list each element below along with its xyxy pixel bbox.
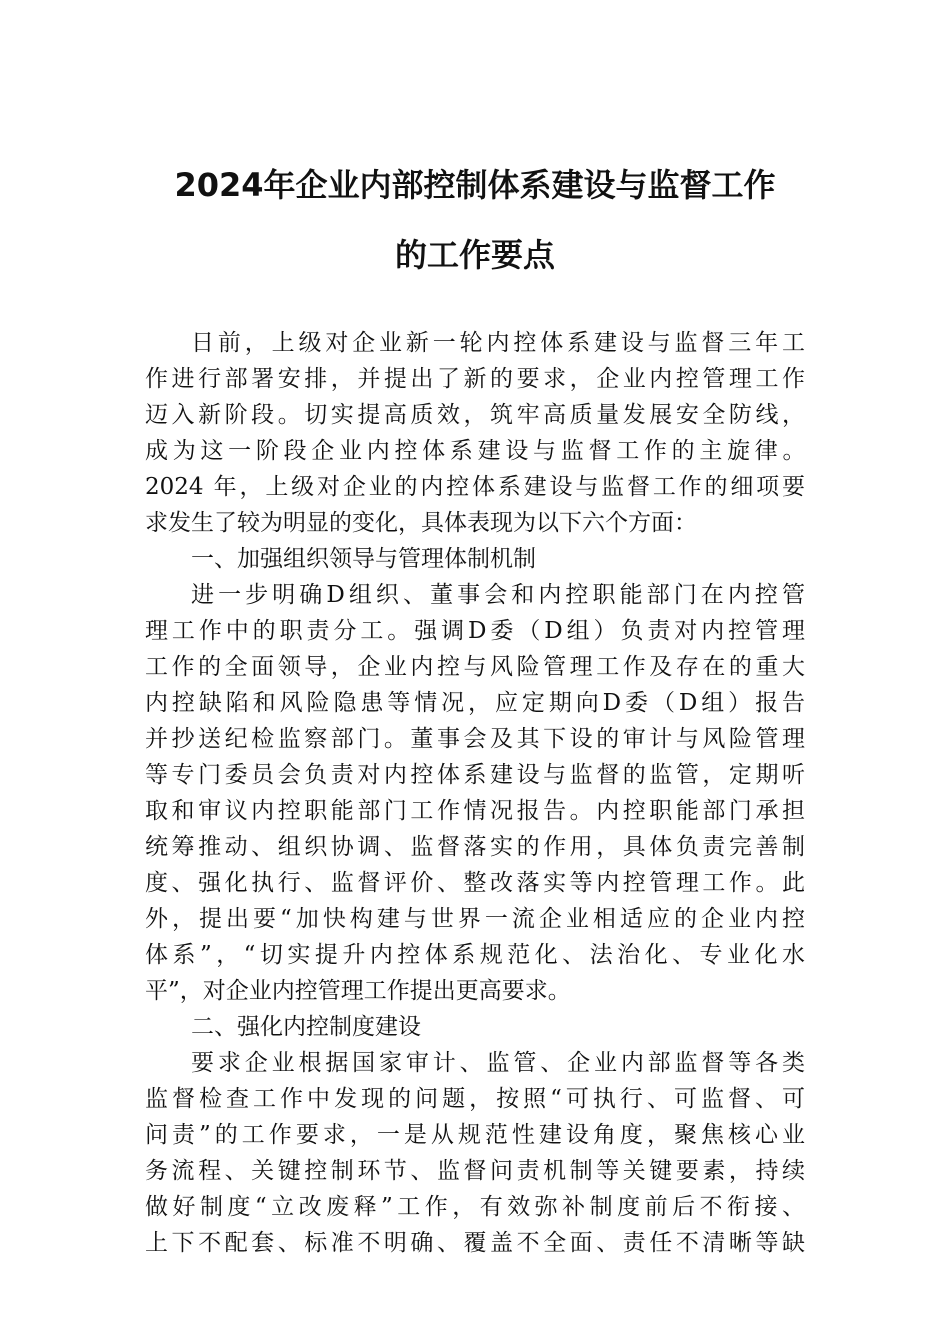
document-title-line-1: 2024年企业内部控制体系建设与监督工作 xyxy=(174,166,776,204)
section1-line: 进一步明确D组织、董事会和内控职能部门在内控管 xyxy=(191,582,805,608)
intro-line: 成为这一阶段企业内控体系建设与监督工作的主旋律。 xyxy=(145,438,805,464)
intro-line: 迈入新阶段。切实提高质效，筑牢高质量发展安全防线， xyxy=(145,402,805,428)
section1-line: 度、强化执行、监督评价、整改落实等内控管理工作。此 xyxy=(145,870,805,896)
section2-line: 监督检查工作中发现的问题，按照“可执行、可监督、可 xyxy=(145,1086,805,1112)
document-body xyxy=(145,325,805,1261)
section2-line: 务流程、关键控制环节、监督问责机制等关键要素，持续 xyxy=(145,1158,805,1184)
section1-line: 外，提出要“加快构建与世界一流企业相适应的企业内控 xyxy=(145,906,805,932)
section1-line: 统筹推动、组织协调、监督落实的作用，具体负责完善制 xyxy=(145,834,805,860)
section1-line: 工作的全面领导，企业内控与风险管理工作及存在的重大 xyxy=(145,654,805,680)
intro-line: 2024 年，上级对企业的内控体系建设与监督工作的细项要 xyxy=(145,474,805,500)
section1-line: 平”，对企业内控管理工作提出更高要求。 xyxy=(145,978,571,1004)
section2-line: 做好制度“立改废释”工作，有效弥补制度前后不衔接、 xyxy=(145,1194,805,1220)
intro-line: 作进行部署安排，并提出了新的要求，企业内控管理工作 xyxy=(145,366,805,392)
intro-line: 求发生了较为明显的变化，具体表现为以下六个方面： xyxy=(145,510,697,536)
section-heading-2: 二、强化内控制度建设 xyxy=(191,1014,421,1040)
document-title-line-2: 的工作要点 xyxy=(394,236,555,274)
section1-line: 理工作中的职责分工。强调D委（D组）负责对内控管理 xyxy=(145,618,805,644)
section1-line: 并抄送纪检监察部门。董事会及其下设的审计与风险管理 xyxy=(145,726,805,752)
section2-line: 问责”的工作要求，一是从规范性建设角度，聚焦核心业 xyxy=(145,1122,805,1148)
section1-line: 内控缺陷和风险隐患等情况，应定期向D委（D组）报告 xyxy=(145,690,805,716)
section1-line: 取和审议内控职能部门工作情况报告。内控职能部门承担 xyxy=(145,798,805,824)
section1-line: 等专门委员会负责对内控体系建设与监督的监管，定期听 xyxy=(145,762,805,788)
section1-line: 体系”，“切实提升内控体系规范化、法治化、专业化水 xyxy=(145,942,805,968)
intro-line: 日前，上级对企业新一轮内控体系建设与监督三年工 xyxy=(191,330,805,356)
section-heading-1: 一、加强组织领导与管理体制机制 xyxy=(191,546,536,572)
section2-line: 上下不配套、标准不明确、覆盖不全面、责任不清晰等缺 xyxy=(145,1230,805,1256)
section2-line: 要求企业根据国家审计、监管、企业内部监督等各类 xyxy=(191,1050,805,1076)
